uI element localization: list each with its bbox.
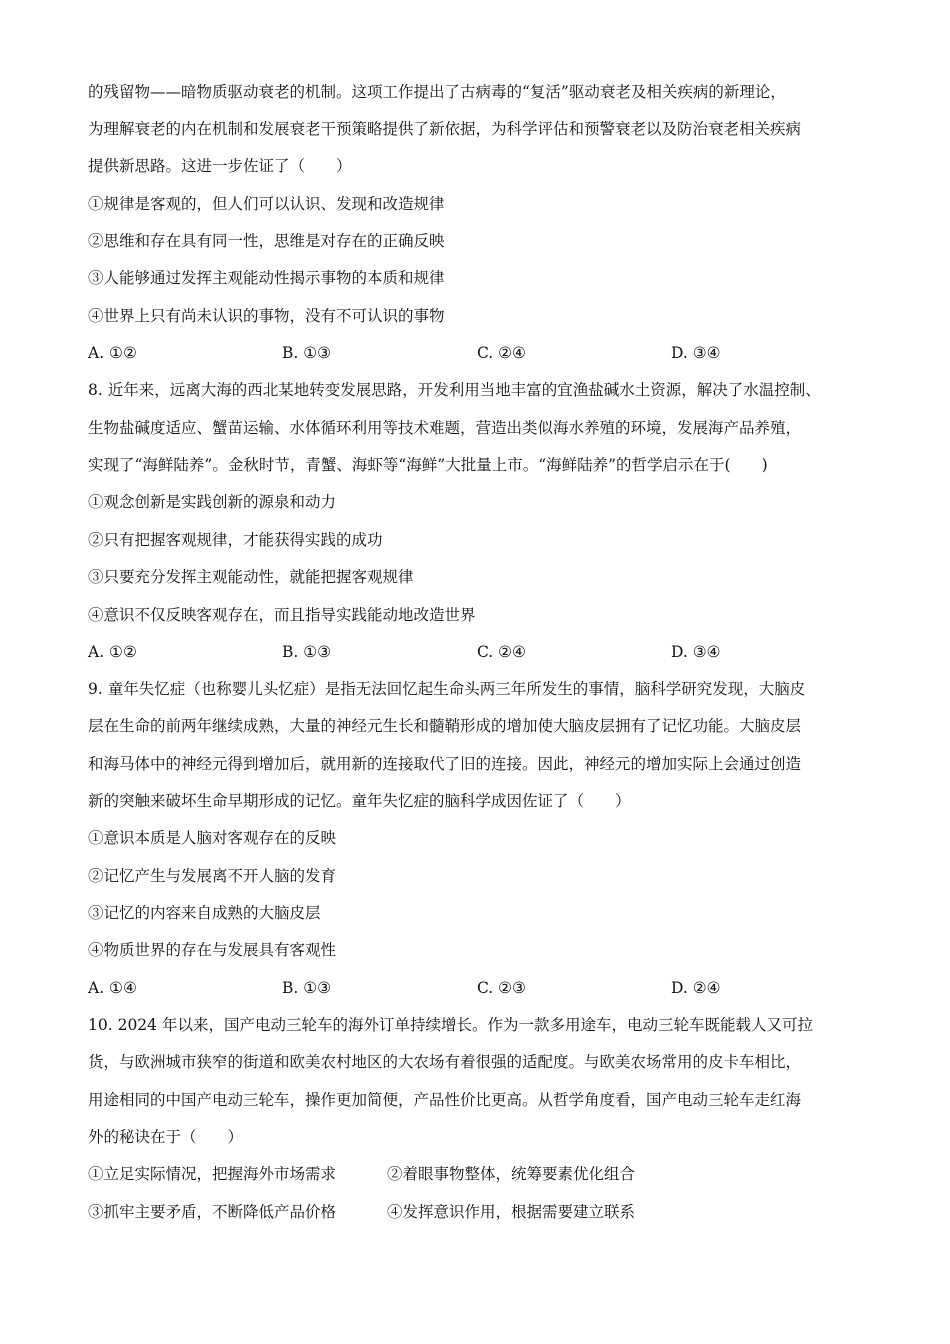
option-a[interactable]: A. ①② xyxy=(88,643,137,661)
q7-stem-line: 为理解衰老的内在机制和发展衰老干预策略提供了新依据，为科学评估和预警衰老以及防治衰老相关疾病 xyxy=(88,120,802,138)
q9-stem-line: 新的突触来破坏生命早期形成的记忆。童年失忆症的脑科学成因佐证了（ ） xyxy=(88,792,631,810)
option-b[interactable]: B. ①③ xyxy=(282,979,332,997)
q7-stem-line: 提供新思路。这进一步佐证了（ ） xyxy=(88,157,352,175)
q9-stem-line: 和海马体中的神经元得到增加后，就用新的连接取代了旧的连接。因此，神经元的增加实际上会通过创造 xyxy=(88,755,802,773)
q8-stem-line: 8. 近年来，远离大海的西北某地转变发展思路，开发利用当地丰富的宜渔盐碱水土资源，解决了水温控制、 xyxy=(88,381,821,399)
option-a[interactable]: A. ①② xyxy=(88,344,137,362)
option-c[interactable]: C. ②④ xyxy=(477,643,526,661)
q9-stem-line: 层在生命的前两年继续成熟，大量的神经元生长和髓鞘形成的增加使大脑皮层拥有了记忆功能。大脑皮层 xyxy=(88,717,802,735)
q10-statement: ③抓牢主要矛盾，不断降低产品价格 xyxy=(88,1203,337,1221)
option-d[interactable]: D. ③④ xyxy=(671,643,721,661)
q7-statement: ①规律是客观的，但人们可以认识、发现和改造规律 xyxy=(88,195,445,213)
q8-statement: ③只要充分发挥主观能动性，就能把握客观规律 xyxy=(88,568,414,586)
q7-stem-line: 的残留物——暗物质驱动衰老的机制。这项工作提出了古病毒的“复活”驱动衰老及相关疾病的新理论， xyxy=(88,83,786,101)
option-c[interactable]: C. ②③ xyxy=(477,979,526,997)
q10-stem-line: 货，与欧洲城市狭窄的街道和欧美农村地区的大农场有着很强的适配度。与欧美农场常用的皮卡车相比， xyxy=(88,1053,802,1071)
option-d[interactable]: D. ②④ xyxy=(671,979,721,997)
q10-stem-line: 用途相同的中国产电动三轮车，操作更加简便，产品性价比更高。从哲学角度看，国产电动三轮车走红海 xyxy=(88,1091,802,1109)
option-b[interactable]: B. ①③ xyxy=(282,643,332,661)
option-d[interactable]: D. ③④ xyxy=(671,344,721,362)
q8-stem-line: 生物盐碱度适应、蟹苗运输、水体循环利用等技术难题，营造出类似海水养殖的环境，发展海产品养殖， xyxy=(88,419,802,437)
q9-statement: ③记忆的内容来自成熟的大脑皮层 xyxy=(88,904,321,922)
q8-stem-line: 实现了“海鲜陆养”。金秋时节，青蟹、海虾等“海鲜”大批量上市。“海鲜陆养”的哲学启示在于( ) xyxy=(88,456,768,474)
option-a[interactable]: A. ①④ xyxy=(88,979,137,997)
q10-statement: ①立足实际情况，把握海外市场需求 xyxy=(88,1165,337,1183)
q8-statement: ①观念创新是实践创新的源泉和动力 xyxy=(88,493,337,511)
q9-stem-line: 9. 童年失忆症（也称婴儿头忆症）是指无法回忆起生命头两三年所发生的事情，脑科学研究发现，大脑皮 xyxy=(88,680,806,698)
q9-statement: ①意识本质是人脑对客观存在的反映 xyxy=(88,829,337,847)
q9-statement: ④物质世界的存在与发展具有客观性 xyxy=(88,941,337,959)
q10-statement: ②着眼事物整体，统筹要素优化组合 xyxy=(387,1165,636,1183)
option-b[interactable]: B. ①③ xyxy=(282,344,332,362)
q7-statement: ②思维和存在具有同一性，思维是对存在的正确反映 xyxy=(88,232,445,250)
q7-statement: ③人能够通过发挥主观能动性揭示事物的本质和规律 xyxy=(88,269,445,287)
q9-statement: ②记忆产生与发展离不开人脑的发育 xyxy=(88,867,337,885)
q10-stem-line: 10. 2024 年以来，国产电动三轮车的海外订单持续增长。作为一款多用途车，电动三轮车既能载人又可拉 xyxy=(88,1016,813,1034)
q7-statement: ④世界上只有尚未认识的事物，没有不可认识的事物 xyxy=(88,307,445,325)
q10-stem-line: 外的秘诀在于（ ） xyxy=(88,1128,244,1146)
q10-statement: ④发挥意识作用，根据需要建立联系 xyxy=(387,1203,636,1221)
q8-statement: ④意识不仅反映客观存在，而且指导实践能动地改造世界 xyxy=(88,606,476,624)
option-c[interactable]: C. ②④ xyxy=(477,344,526,362)
q8-statement: ②只有把握客观规律，才能获得实践的成功 xyxy=(88,531,383,549)
